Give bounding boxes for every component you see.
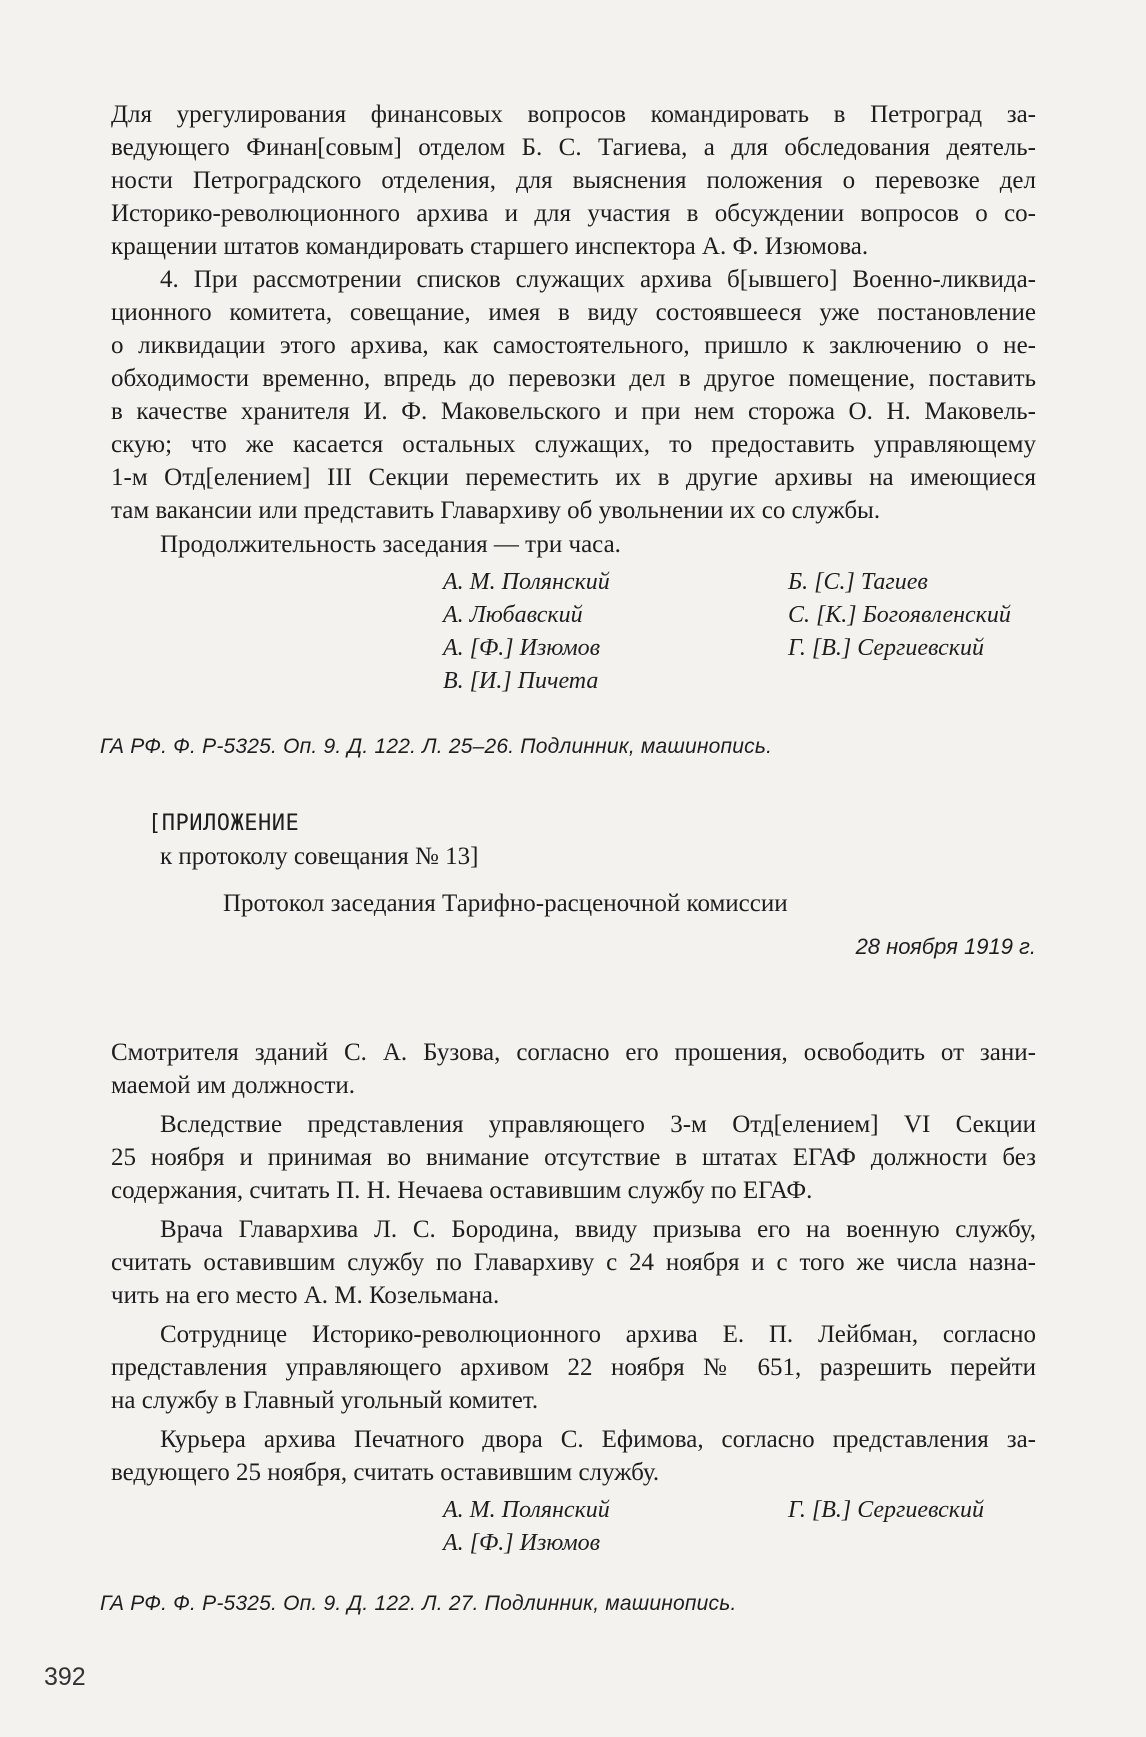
text-line: ведующего 25 ноября, считать оставившим службу. [111, 1459, 660, 1486]
signature-left: А. [Ф.] Изюмов [443, 635, 601, 661]
appendix-date: 28 ноября 1919 г. [855, 934, 1036, 959]
text-line: 4. При рассмотрении списков служащих архива б[ывшего] Военно-ликвида- [160, 266, 1036, 293]
text-line: 25 ноября и принимая во внимание отсутствие в штатах ЕГАФ должности без [111, 1144, 1036, 1171]
text-line: Сотруднице Историко-революционного архива Е. П. Лейбман, согласно [160, 1321, 1036, 1348]
meeting-duration: Продолжительность заседания — три часа. [160, 531, 621, 558]
text-line: Вследствие представления управляющего 3-м Отд[елением] VI Секции [160, 1111, 1036, 1138]
text-line: кращении штатов командировать старшего инспектора А. Ф. Изюмова. [111, 233, 869, 260]
text-line: Курьера архива Печатного двора С. Ефимова, согласно представления за- [160, 1426, 1036, 1453]
text-line: Смотрителя зданий С. А. Бузова, согласно его прошения, освободить от зани- [111, 1039, 1036, 1066]
text-line: в качестве хранителя И. Ф. Маковельского и при нем сторожа О. Н. Маковель- [111, 398, 1036, 425]
text-line: о ликвидации этого архива, как самостоятельного, пришло к заключению о не- [111, 332, 1036, 359]
signature-left: А. М. Полянский [443, 569, 610, 595]
text-line: чить на его место А. М. Козельмана. [111, 1282, 500, 1309]
text-line: там вакансии или представить Главархиву об увольнении их со службы. [111, 497, 881, 524]
archival-source-1: ГА РФ. Ф. Р-5325. Оп. 9. Д. 122. Л. 25–26. Подлинник, машинопись. [100, 735, 773, 758]
text-line: обходимости временно, впредь до перевозки дел в другое помещение, поставить [111, 365, 1036, 392]
signature-right: Б. [С.] Тагиев [788, 569, 928, 595]
text-line: 1-м Отд[елением] III Секции переместить их в другие архивы на имеющиеся [111, 464, 1036, 491]
signature-right: Г. [В.] Сергиевский [788, 1497, 985, 1523]
text-line: содержания, считать П. Н. Нечаева оставившим службу по ЕГАФ. [111, 1177, 813, 1204]
text-line: ности Петроградского отделения, для выяснения положения о перевозке дел [111, 167, 1036, 194]
appendix-label: [ПРИЛОЖЕНИЕ [148, 811, 300, 836]
page-number: 392 [44, 1663, 86, 1691]
archival-source-2: ГА РФ. Ф. Р-5325. Оп. 9. Д. 122. Л. 27. Подлинник, машинопись. [100, 1592, 737, 1615]
signature-left: А. [Ф.] Изюмов [443, 1530, 601, 1556]
text-line: ционного комитета, совещание, имея в виду состоявшееся уже постановление [111, 299, 1036, 326]
appendix-title: Протокол заседания Тарифно-расценочной комиссии [223, 890, 788, 917]
signature-left: А. Любавский [443, 602, 583, 628]
text-line: маемой им должности. [111, 1072, 356, 1099]
text-line: считать оставившим службу по Главархиву с 24 ноября и с того же числа назна- [111, 1249, 1036, 1276]
signature-left: В. [И.] Пичета [443, 668, 599, 694]
appendix-subtitle: к протоколу совещания № 13] [160, 843, 479, 870]
signature-right: С. [К.] Богоявленский [788, 602, 1011, 628]
text-line: скую; что же касается остальных служащих, то предоставить управляющему [111, 431, 1036, 458]
text-line: ведующего Финан[совым] отделом Б. С. Тагиева, а для обследования деятель- [111, 134, 1036, 161]
text-line: на службу в Главный угольный комитет. [111, 1387, 539, 1414]
text-line: Историко-революционного архива и для участия в обсуждении вопросов о со- [111, 200, 1036, 227]
text-line: Врача Главархива Л. С. Бородина, ввиду призыва его на военную службу, [160, 1216, 1036, 1243]
text-line: Для урегулирования финансовых вопросов командировать в Петроград за- [111, 101, 1036, 128]
text-line: представления управляющего архивом 22 ноября № 651, разрешить перейти [111, 1354, 1036, 1381]
signature-right: Г. [В.] Сергиевский [788, 635, 985, 661]
signature-left: А. М. Полянский [443, 1497, 610, 1523]
